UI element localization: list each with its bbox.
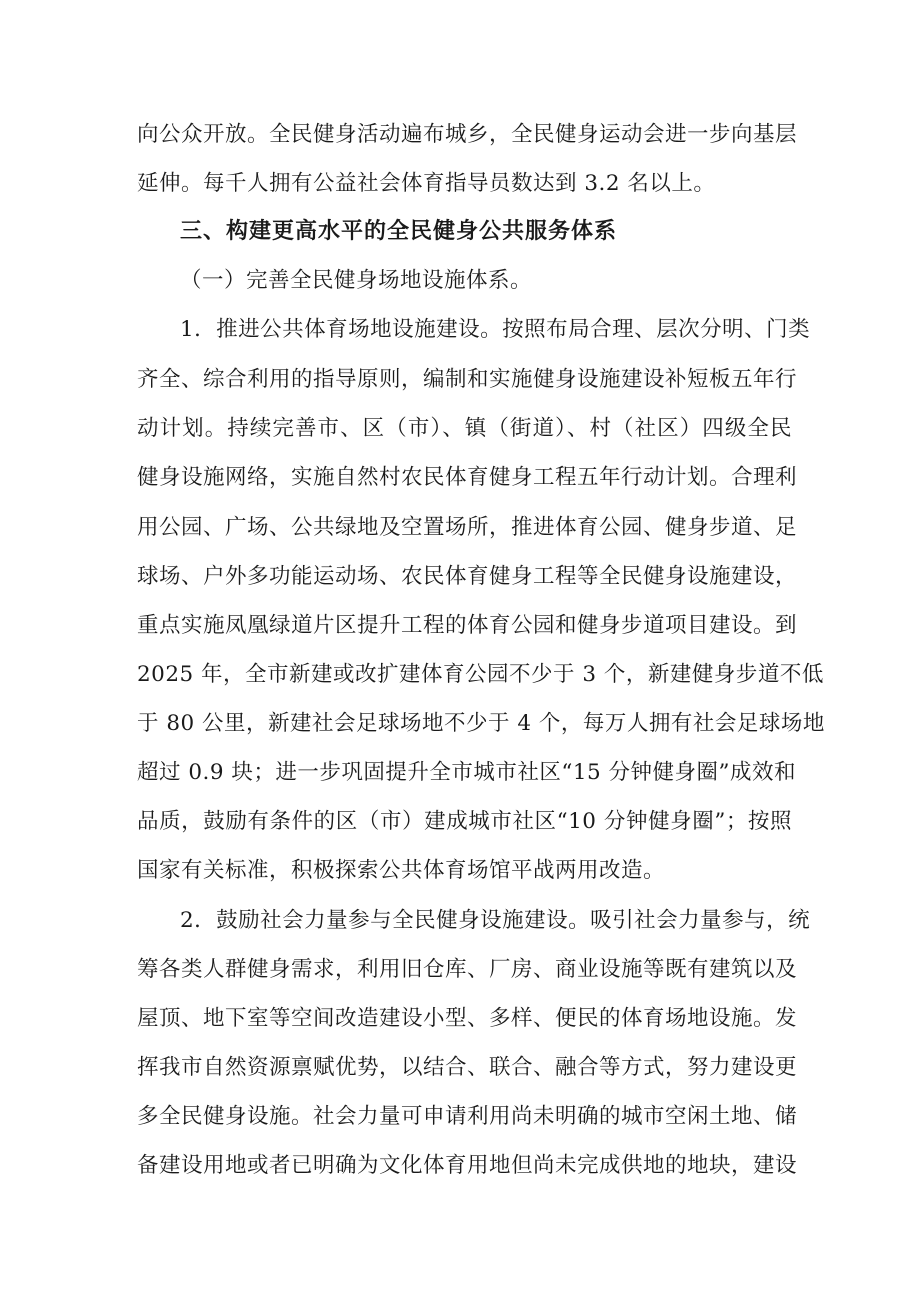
paragraph-2-line-1: 2．鼓励社会力量参与全民健身设施建设。吸引社会力量参与，统 — [180, 908, 811, 933]
paragraph-1-line-11: 品质，鼓励有条件的区（市）建成城市社区“10 分钟健身圈”；按照 — [137, 809, 792, 834]
section-heading: 三、构建更高水平的全民健身公共服务体系 — [180, 219, 618, 244]
paragraph-1-line-1: 1．推进公共体育场地设施建设。按照布局合理、层次分明、门类 — [180, 317, 811, 342]
paragraph-1-line-10: 超过 0.9 块；进一步巩固提升全市城市社区“15 分钟健身圈”成效和 — [137, 760, 797, 785]
paragraph-2-line-4: 挥我市自然资源禀赋优势，以结合、联合、融合等方式，努力建设更 — [137, 1055, 798, 1080]
paragraph-2-line-6: 备建设用地或者已明确为文化体育用地但尚未完成供地的地块，建设 — [137, 1153, 798, 1178]
subsection-heading: （一）完善全民健身场地设施体系。 — [180, 268, 533, 293]
paragraph-2-line-2: 筹各类人群健身需求，利用旧仓库、厂房、商业设施等既有建筑以及 — [137, 957, 798, 982]
paragraph-1-line-2: 齐全、综合利用的指导原则，编制和实施健身设施建设补短板五年行 — [137, 367, 798, 392]
paragraph-2-line-5: 多全民健身设施。社会力量可申请利用尚未明确的城市空闲土地、储 — [137, 1104, 798, 1129]
paragraph-1-line-12: 国家有关标准，积极探索公共体育场馆平战两用改造。 — [137, 858, 666, 883]
paragraph-1-line-8: 2025 年，全市新建或改扩建体育公园不少于 3 个，新建健身步道不低 — [137, 662, 824, 687]
intro-line-1: 向公众开放。全民健身活动遍布城乡，全民健身运动会进一步向基层 — [137, 122, 798, 147]
paragraph-1-line-9: 于 80 公里，新建社会足球场地不少于 4 个，每万人拥有社会足球场地 — [137, 711, 825, 736]
paragraph-1-line-4: 健身设施网络，实施自然村农民体育健身工程五年行动计划。合理利 — [137, 465, 798, 490]
paragraph-2-line-3: 屋顶、地下室等空间改造建设小型、多样、便民的体育场地设施。发 — [137, 1006, 798, 1031]
paragraph-1-line-7: 重点实施凤凰绿道片区提升工程的体育公园和健身步道项目建设。到 — [137, 613, 798, 638]
paragraph-1-line-5: 用公园、广场、公共绿地及空置场所，推进体育公园、健身步道、足 — [137, 515, 798, 540]
intro-line-2: 延伸。每千人拥有公益社会体育指导员数达到 3.2 名以上。 — [137, 171, 716, 196]
paragraph-1-line-3: 动计划。持续完善市、区（市）、镇（街道）、村（社区）四级全民 — [137, 416, 792, 441]
paragraph-1-line-6: 球场、户外多功能运动场、农民体育健身工程等全民健身设施建设， — [137, 564, 798, 589]
